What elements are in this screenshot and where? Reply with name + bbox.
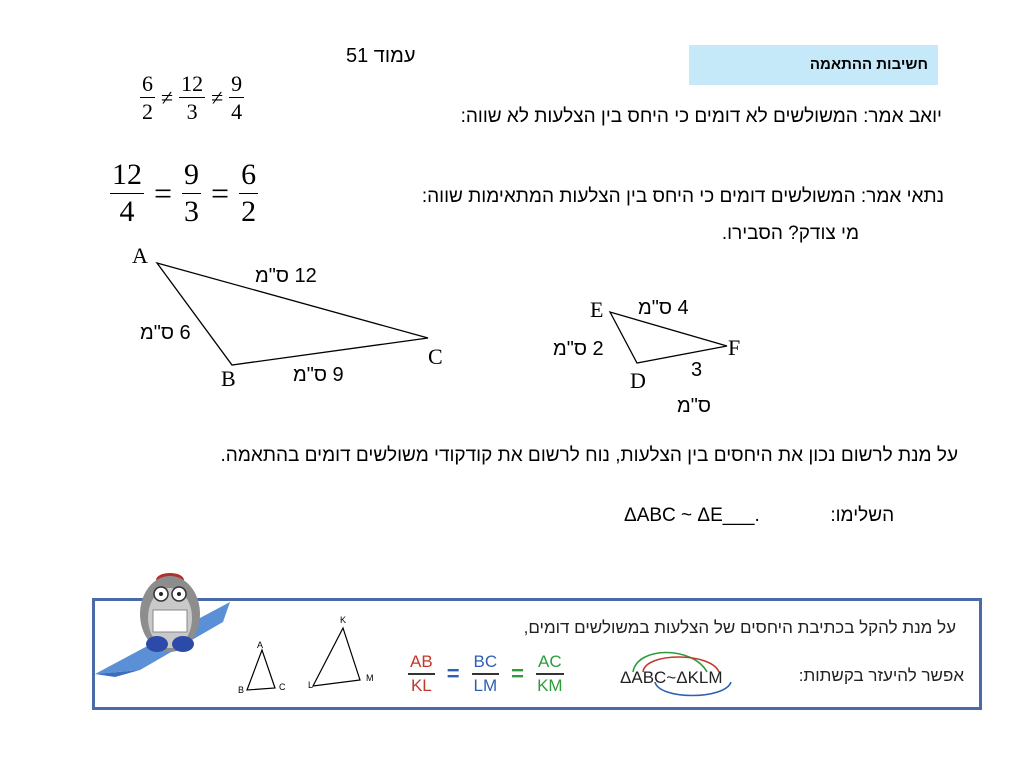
side-df-number: 3: [691, 359, 703, 381]
side-bc-label: 9 ס"מ: [293, 364, 344, 386]
section-title: חשיבות ההתאמה: [809, 56, 928, 73]
fraction: $\frac{12}{4}$: [112, 158, 142, 228]
vertex-d-label: D: [630, 368, 646, 393]
small-vertex-k: K: [340, 615, 347, 625]
instruction-paragraph: על מנת לרשום נכון את היחסים בין הצלעות, נוח לרשום את קודקודי משולשים דומים בהתאמה.: [220, 445, 958, 466]
vertex-e-label: E: [590, 297, 604, 322]
equal-sign: =: [211, 174, 230, 211]
fraction: $\frac{9}{4}$: [231, 71, 243, 125]
small-vertex-c: C: [279, 682, 286, 692]
tip-text-line1: על מנת להקל בכתיבת היחסים של הצלעות במשולשים דומים,: [523, 618, 956, 637]
small-triangles-drawing: [225, 610, 385, 700]
ratio-fraction: $\frac{AC}{KM}$: [537, 652, 563, 695]
yoav-statement: יואב אמר: המשולשים לא דומים כי היחס בין הצלעות לא שווה:: [460, 106, 942, 127]
similarity-statement: ΔABC~ΔKLM: [620, 668, 723, 687]
complete-line: [624, 505, 894, 527]
tip-text-line2: אפשר להיעזר בקשתות:: [798, 666, 964, 685]
fraction: $\frac{12}{3}$: [181, 71, 204, 125]
small-vertex-m: M: [366, 673, 374, 683]
vertex-a-label: A: [132, 243, 148, 268]
side-df-unit: ס"מ: [677, 395, 711, 417]
side-ac-label: 12 ס"מ: [255, 265, 317, 287]
not-equal-sign: ≠: [161, 84, 174, 110]
side-ef-label: 4 ס"מ: [638, 297, 689, 319]
question-text: מי צודק? הסבירו.: [721, 223, 859, 244]
small-vertex-l: L: [308, 680, 314, 690]
complete-label: השלימו:: [830, 505, 895, 526]
ratio-equation: [408, 652, 564, 695]
vertex-c-label: C: [428, 344, 443, 369]
fraction: $\frac{6}{2}$: [142, 71, 153, 125]
page-reference: עמוד 51: [346, 45, 416, 67]
side-ed-label: 2 ס"מ: [553, 338, 604, 360]
ratio-equal-sign: =: [446, 660, 460, 686]
ratio-fraction: $\frac{BC}{LM}$: [473, 652, 498, 695]
vertex-f-label: F: [728, 335, 741, 360]
natai-statement: נתאי אמר: המשולשים דומים כי היחס בין הצלעות המתאימות שווה:: [421, 186, 944, 207]
not-equal-sign: ≠: [211, 84, 224, 110]
complete-expression: ΔABC ~ ΔE___.: [624, 505, 760, 526]
fraction: $\frac{9}{3}$: [184, 158, 200, 228]
small-vertex-a: A: [257, 640, 264, 650]
small-vertex-b: B: [238, 685, 245, 695]
ratio-fraction: $\frac{AB}{KL}$: [410, 652, 433, 695]
side-ab-label: 6 ס"מ: [140, 322, 191, 344]
equal-sign: =: [154, 174, 173, 211]
vertex-b-label: B: [221, 366, 236, 391]
fraction: $\frac{6}{2}$: [241, 158, 257, 228]
character-illustration: [95, 562, 235, 682]
ratio-equal-sign: =: [511, 660, 525, 686]
